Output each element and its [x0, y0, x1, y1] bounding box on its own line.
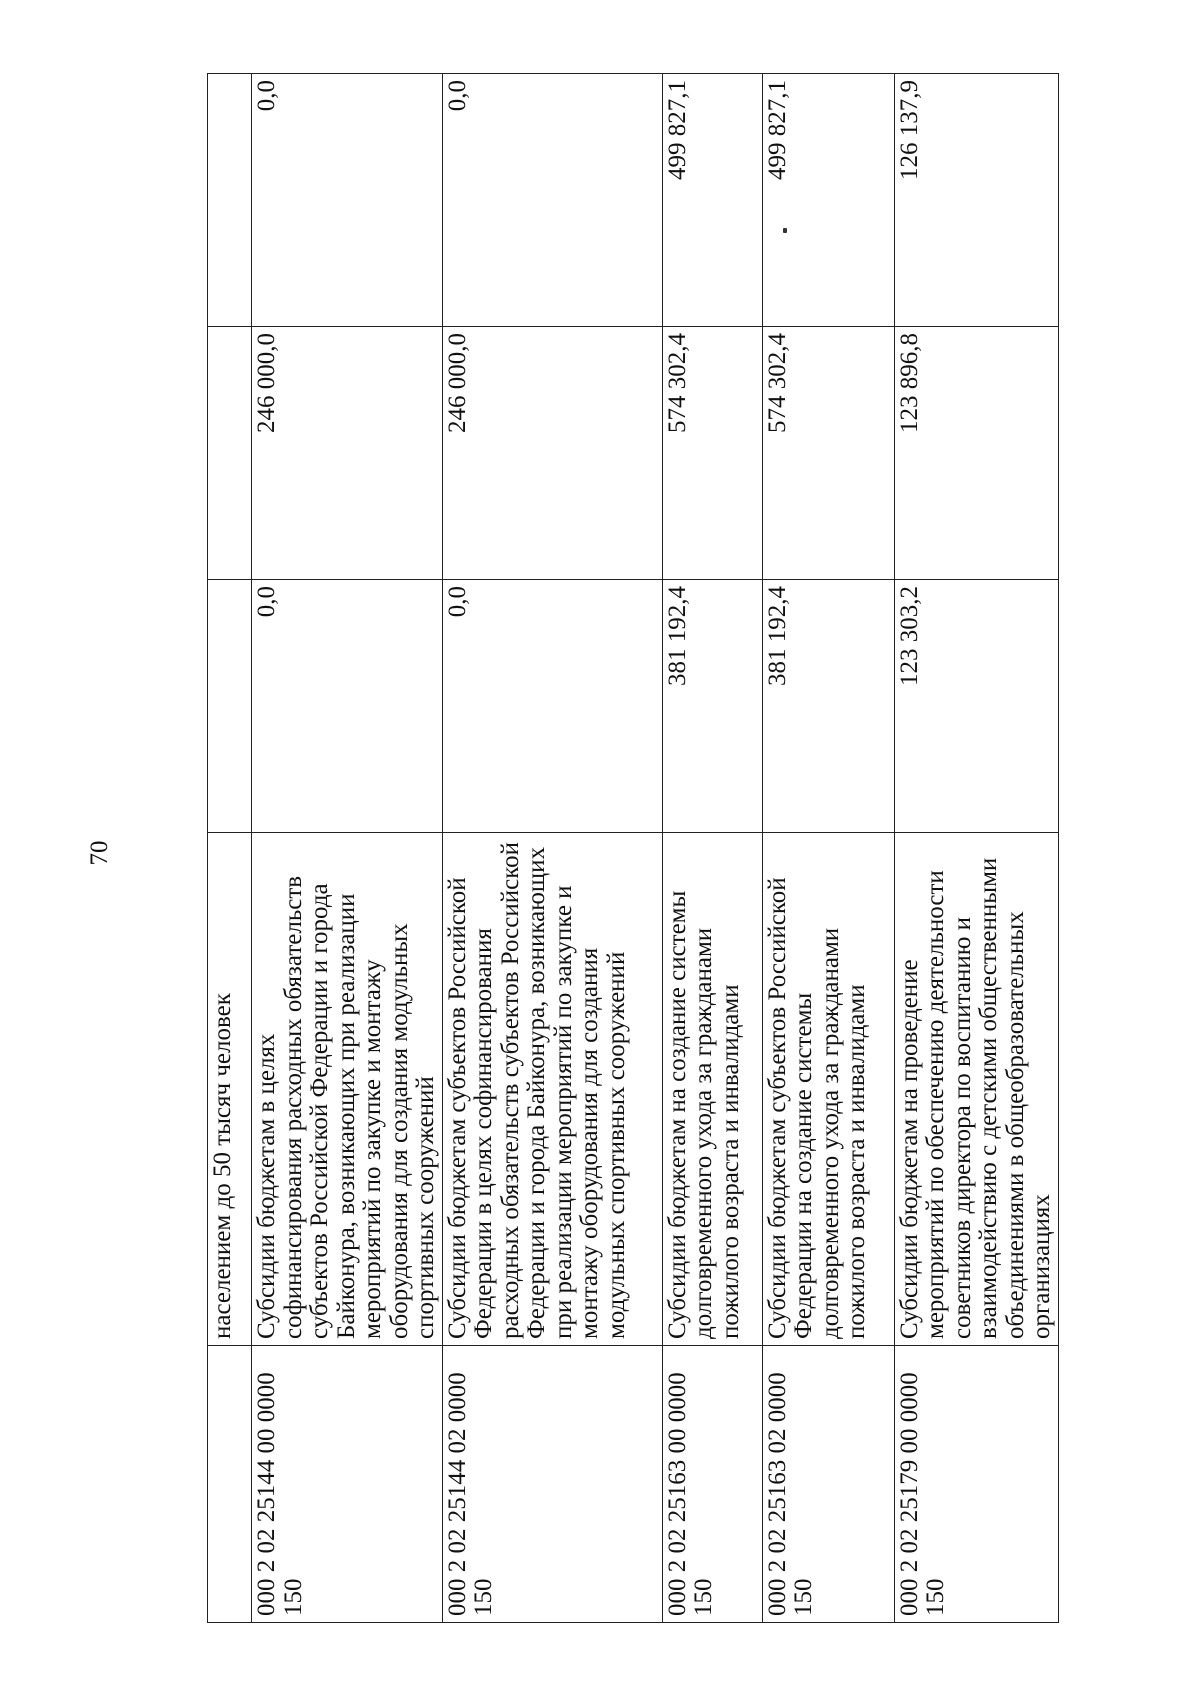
- code-cell: 000 2 02 25163 00 0000 150: [662, 1346, 762, 1623]
- page-number: 70: [86, 840, 113, 866]
- code-cell: 000 2 02 25179 00 0000 150: [894, 1346, 1058, 1623]
- description-cell: населением до 50 тысяч человек: [208, 833, 252, 1346]
- description-cell: Субсидии бюджетам на создание системы долговременного ухода за гражданами пожилого возраста и инвалидами: [662, 833, 762, 1346]
- description-cell: Субсидии бюджетам на проведение мероприятий по обеспечению деятельности советников директора по воспитанию и взаимодействию с детскими общественными объединениями в общеобразовательных организациях: [894, 833, 1058, 1346]
- value-cell-3: 499 827,1: [762, 74, 894, 327]
- description-cell: Субсидии бюджетам субъектов Российской Федерации в целях софинансирования расходных обязательств субъектов Российской Федерации и города Байконура, возникающих при реализации мероприятий по закупке и монтажу оборудования для создания модульных спортивных сооружений: [442, 833, 662, 1346]
- value-cell-2: 246 000,0: [442, 327, 662, 580]
- value-cell-3: [208, 74, 252, 327]
- budget-table: [207, 73, 1059, 1623]
- table-row: [894, 74, 1058, 1623]
- table-row: [208, 74, 252, 1623]
- table-row: [762, 74, 894, 1623]
- description-cell: Субсидии бюджетам в целях софинансирования расходных обязательств субъектов Российской Федерации и города Байконура, возникающих при реализации мероприятий по закупке и монтажу оборудования для создания модульных спортивных сооружений: [252, 833, 443, 1346]
- value-cell-3: 499 827,1: [662, 74, 762, 327]
- table-row: [252, 74, 443, 1623]
- value-cell-1: 123 303,2: [894, 580, 1058, 833]
- value-cell-1: 381 192,4: [662, 580, 762, 833]
- value-cell-3: 126 137,9: [894, 74, 1058, 327]
- value-cell-1: 0,0: [252, 580, 443, 833]
- description-cell: Субсидии бюджетам субъектов Российской Федерации на создание системы долговременного ухода за гражданами пожилого возраста и инвалидами: [762, 833, 894, 1346]
- code-cell: 000 2 02 25144 02 0000 150: [442, 1346, 662, 1623]
- code-cell: [208, 1346, 252, 1623]
- value-cell-1: 381 192,4: [762, 580, 894, 833]
- rotated-table-wrapper: [207, 80, 1055, 1623]
- value-cell-2: 574 302,4: [662, 327, 762, 580]
- table-row: [442, 74, 662, 1623]
- table-row: [662, 74, 762, 1623]
- scan-speck-mark: [783, 228, 787, 233]
- code-cell: 000 2 02 25144 00 0000 150: [252, 1346, 443, 1623]
- code-cell: 000 2 02 25163 02 0000 150: [762, 1346, 894, 1623]
- value-cell-2: [208, 327, 252, 580]
- value-cell-2: 574 302,4: [762, 327, 894, 580]
- value-cell-2: 123 896,8: [894, 327, 1058, 580]
- value-cell-3: 0,0: [442, 74, 662, 327]
- value-cell-1: [208, 580, 252, 833]
- value-cell-2: 246 000,0: [252, 327, 443, 580]
- value-cell-3: 0,0: [252, 74, 443, 327]
- value-cell-1: 0,0: [442, 580, 662, 833]
